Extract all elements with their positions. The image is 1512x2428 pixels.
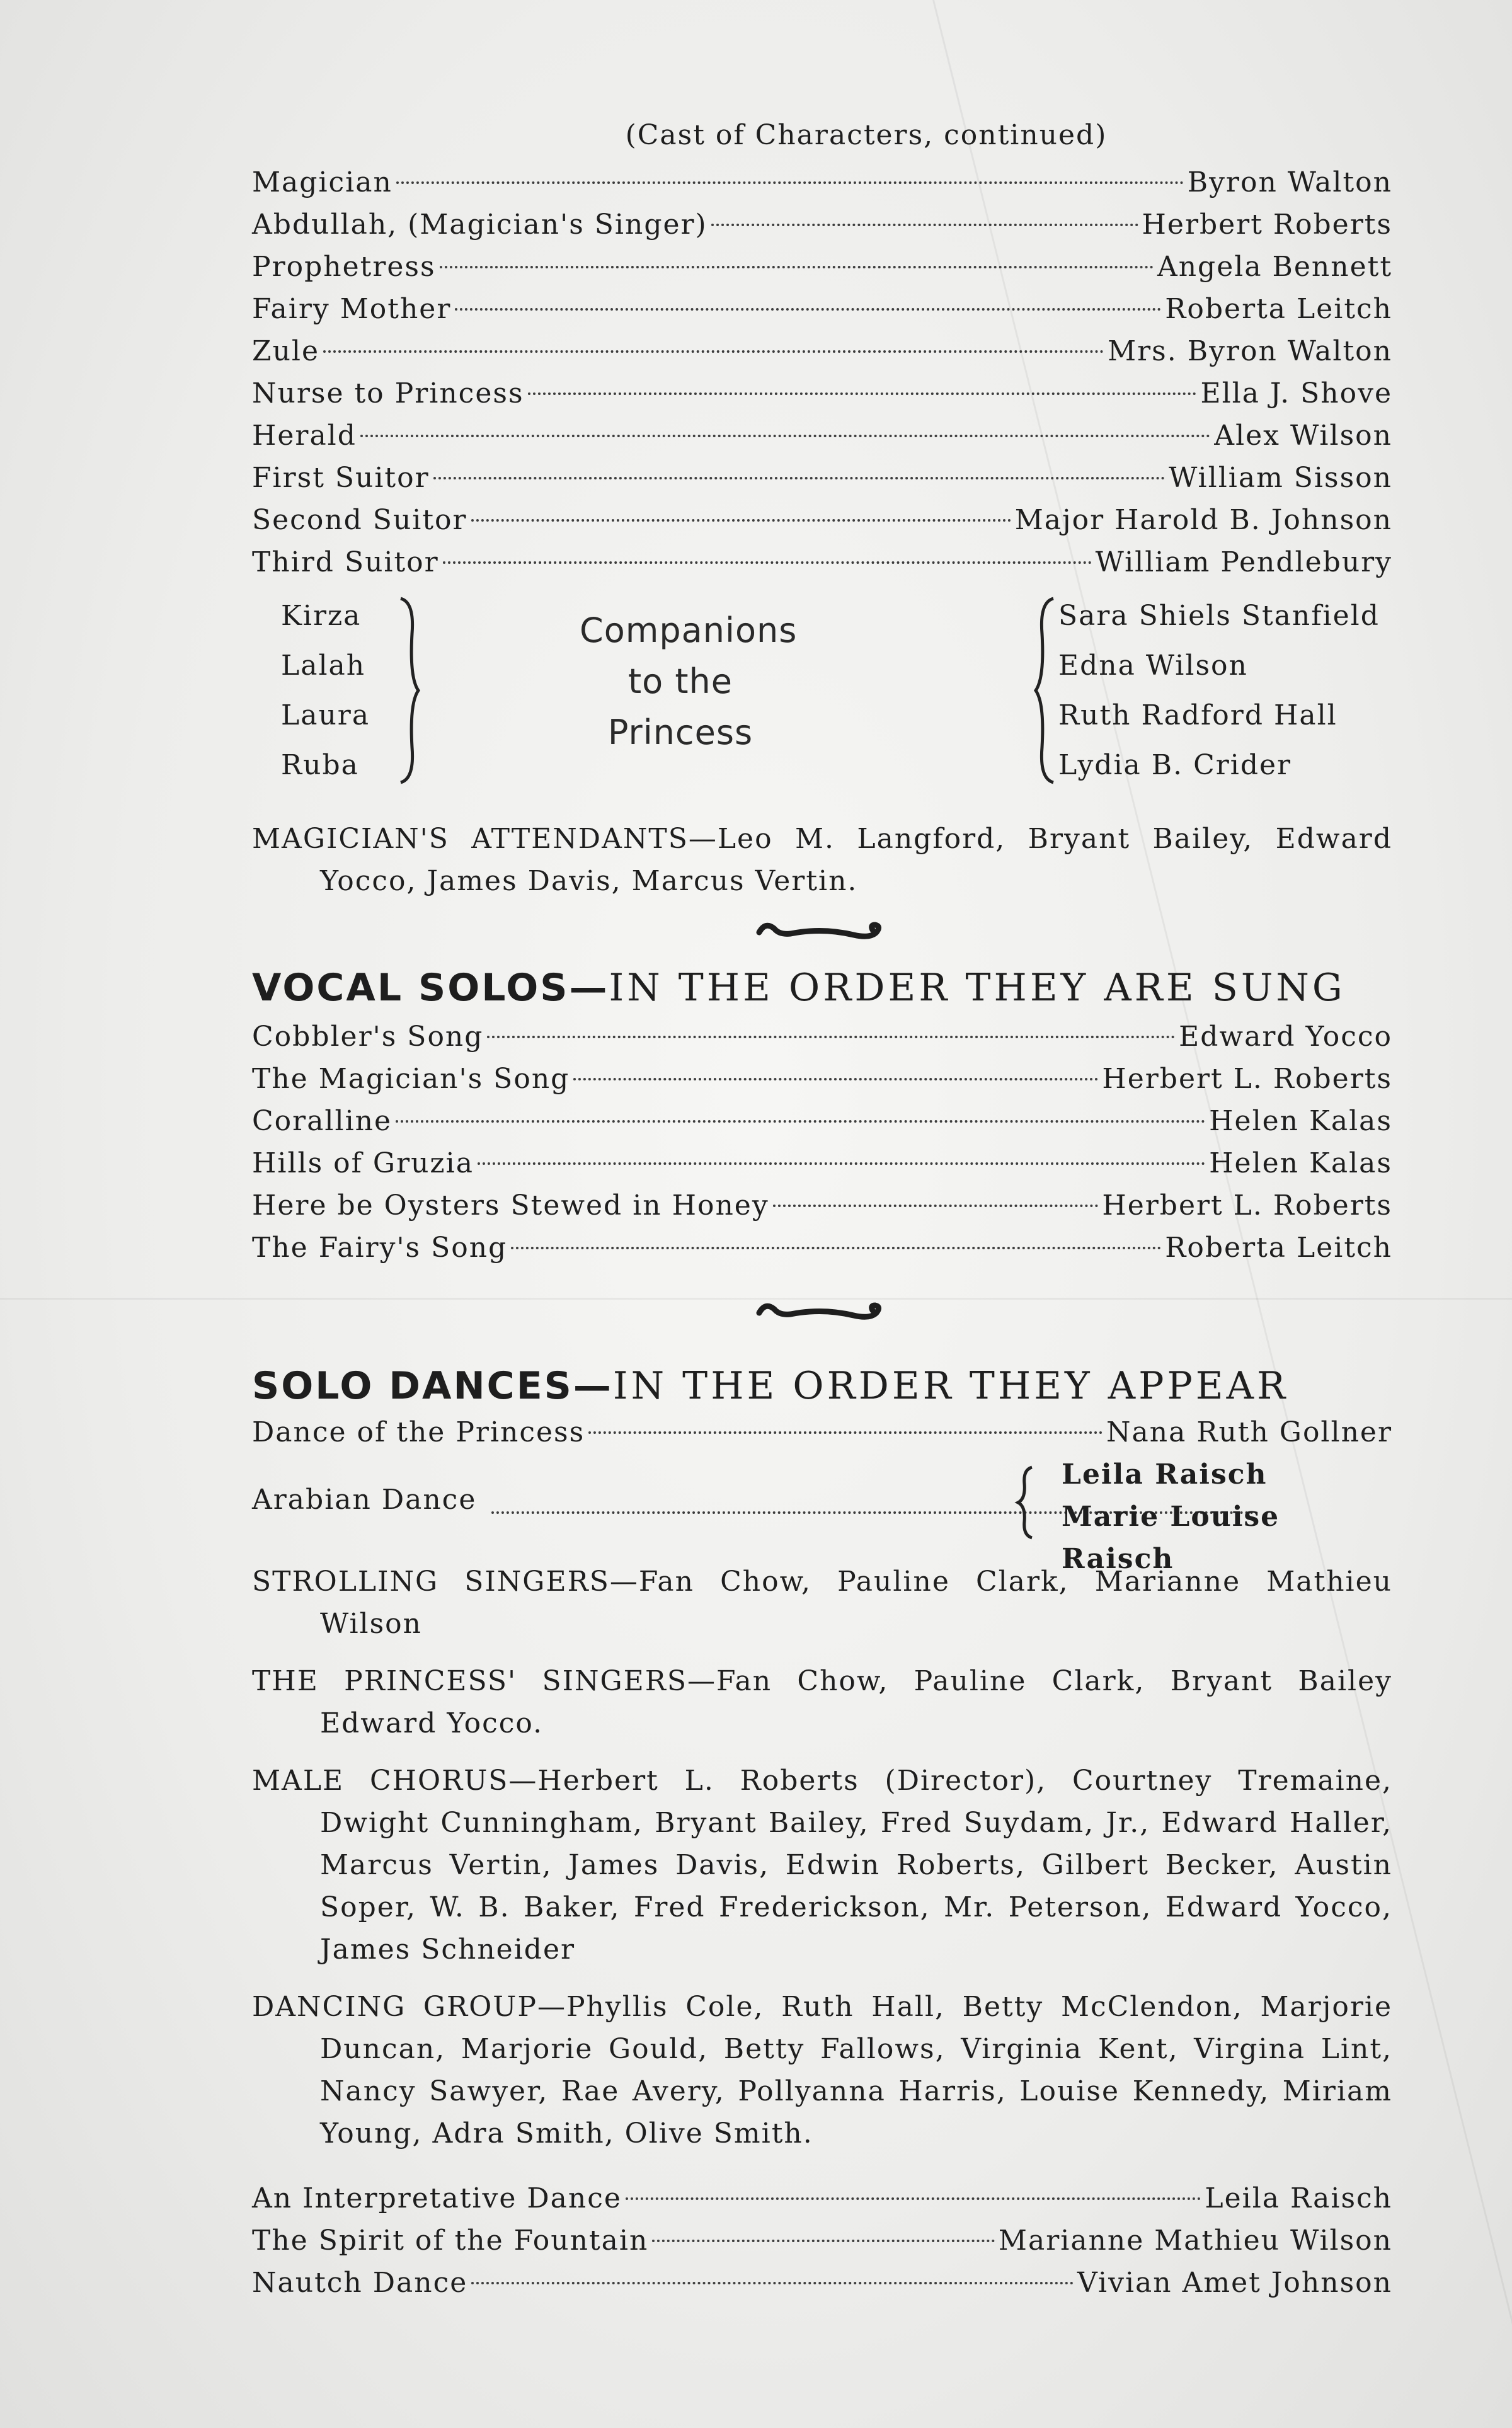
scroll-ornament-icon [252,913,1392,958]
role: Zule [252,335,320,367]
singer: Helen Kalas [1209,1105,1392,1137]
cast-row [252,330,1392,372]
dot-leader [360,435,1210,437]
actor: Byron Walton [1187,166,1392,198]
dot-leader [626,2197,1201,2200]
strolling-singers-paragraph: STROLLING SINGERS—Fan Chow, Pauline Clark, Marianne Mathieu Wilson [252,1566,1392,1640]
dancer: Marianne Mathieu Wilson [998,2225,1392,2257]
princess-singers-paragraph: THE PRINCESS' SINGERS—Fan Chow, Pauline Clark, Bryant Bailey Edward Yocco. [252,1665,1392,1739]
role: Herald [252,420,357,452]
left-brace-icon [1013,1465,1038,1540]
dance: Arabian Dance [252,1484,477,1516]
scroll-ornament-icon [252,1294,1392,1338]
cast-row [252,457,1392,499]
cast-row [252,161,1392,203]
role: Abdullah, (Magician's Singer) [252,209,707,241]
dance: An Interpretative Dance [252,2182,622,2214]
vocal-row [252,1100,1392,1142]
companion-names [281,591,370,790]
right-brace-icon [397,596,422,785]
dancing-group-paragraph: DANCING GROUP—Phyllis Cole, Ruth Hall, Betty McClendon, Marjorie Duncan, Marjorie Gould, Betty Fallows, Virginia Kent, Virgina Lint, Nancy Sawyer, Rae Avery, Pollyanna Harris, Louise Kennedy, Miriam Young, Adra Smith, Olive Smith. [252,1991,1392,2150]
dancer: Leila Raisch [1062,1458,1268,1491]
arabian-dance-row [252,1453,1392,1575]
singer: Roberta Leitch [1165,1232,1392,1264]
cast-list [252,161,1392,583]
dot-leader [528,392,1197,395]
vocal-solos-title [252,963,1392,1013]
dot-leader [487,1036,1175,1038]
dot-leader [455,308,1161,311]
cast-row [252,541,1392,583]
companion-actor: Edna Wilson [1058,650,1248,682]
companions-label [580,605,798,758]
dot-leader [396,1120,1205,1123]
actor: William Sisson [1169,462,1392,494]
cast-row [252,203,1392,246]
dance: The Spirit of the Fountain [252,2225,649,2257]
solo-dances-title [252,1361,1392,1411]
companion-name: Laura [281,699,370,731]
program-content [252,113,1392,2304]
actor: Herbert Roberts [1142,209,1392,241]
dancer: Vivian Amet Johnson [1077,2267,1392,2299]
cast-row [252,372,1392,415]
companion-name: Ruba [281,749,359,781]
role: Nurse to Princess [252,377,524,409]
vocal-row [252,1142,1392,1184]
dot-leader [471,519,1011,522]
arabian-dancers [1062,1453,1392,1580]
dot-leader [711,224,1138,226]
vocal-solos-list [252,1016,1392,1269]
actor: William Pendlebury [1095,546,1392,578]
companion-actor: Sara Shiels Stanfield [1058,600,1380,632]
dot-leader [773,1205,1099,1207]
male-chorus-paragraph: MALE CHORUS—Herbert L. Roberts (Director), Courtney Tremaine, Dwight Cunningham, Bryant Bailey, Fred Suydam, Jr., Edward Haller, Marcus Vertin, James Davis, Edwin Roberts, Gilbert Becker, Austin Soper, W. B. Baker, Fred Frederickson, Mr. Peterson, Edward Yocco, James Schneider [252,1765,1392,1966]
dot-leader [652,2240,995,2242]
singer: Herbert L. Roberts [1102,1189,1392,1222]
actor: Angela Bennett [1157,251,1392,283]
label-line: Princess [607,713,753,752]
title-bold: SOLO DANCES— [252,1364,613,1408]
dance: Nautch Dance [252,2267,468,2299]
dance-row [252,2262,1392,2304]
cast-row [252,499,1392,541]
dot-leader [573,1078,1098,1080]
cast-row [252,246,1392,288]
actor: Alex Wilson [1214,420,1392,452]
label-line: to the [628,661,733,701]
actor: Ella J. Shove [1200,377,1392,409]
singer: Helen Kalas [1209,1147,1392,1179]
actor: Mrs. Byron Walton [1108,335,1392,367]
dot-leader [511,1247,1161,1249]
song: Coralline [252,1105,392,1137]
dance-row [252,2177,1392,2219]
vocal-row [252,1058,1392,1100]
companion-name: Lalah [281,650,366,682]
cast-row [252,288,1392,330]
dance-row [252,2219,1392,2262]
cast-row [252,415,1392,457]
companion-actors [1058,591,1380,790]
companion-name: Kirza [281,600,362,632]
dot-leader [588,1431,1102,1434]
continued-heading: (Cast of Characters, continued) [625,119,1108,151]
song: Hills of Gruzia [252,1147,474,1179]
role: Fairy Mother [252,293,452,325]
actor: Major Harold B. Johnson [1014,504,1392,536]
title-rest: IN THE ORDER THEY ARE SUNG [609,966,1346,1010]
role: Prophetress [252,251,436,283]
label-line: Companions [580,610,798,650]
left-brace-icon [1032,596,1057,785]
dot-leader [433,477,1165,479]
singer: Edward Yocco [1179,1021,1392,1053]
dancer: Nana Ruth Gollner [1106,1416,1392,1448]
song: Here be Oysters Stewed in Honey [252,1189,769,1222]
dot-leader [478,1162,1205,1165]
dance-row [252,1411,1392,1453]
role: Third Suitor [252,546,439,578]
song: The Magician's Song [252,1063,570,1095]
vocal-row [252,1227,1392,1269]
dot-leader [440,266,1154,268]
dot-leader [443,561,1092,564]
companion-actor: Ruth Radford Hall [1058,699,1337,731]
song: Cobbler's Song [252,1021,484,1053]
dot-leader [396,181,1184,184]
song: The Fairy's Song [252,1232,508,1264]
dance: Dance of the Princess [252,1416,585,1448]
actor: Roberta Leitch [1165,293,1392,325]
dancer: Leila Raisch [1205,2182,1392,2214]
dot-leader [323,350,1104,353]
role: Magician [252,166,392,198]
attendants-paragraph: MAGICIAN'S ATTENDANTS—Leo M. Langford, Bryant Bailey, Edward Yocco, James Davis, Marcus Vertin. [252,823,1392,897]
role: First Suitor [252,462,430,494]
final-dances-list [252,2177,1392,2304]
singer: Herbert L. Roberts [1102,1063,1392,1095]
companions-group [252,591,1392,799]
title-rest: IN THE ORDER THEY APPEAR [612,1364,1289,1408]
vocal-row [252,1016,1392,1058]
companion-actor: Lydia B. Crider [1058,749,1292,781]
role: Second Suitor [252,504,467,536]
dot-leader [471,2282,1074,2284]
vocal-row [252,1184,1392,1227]
dancer: Marie Louise Raisch [1062,1501,1280,1575]
title-bold: VOCAL SOLOS— [252,966,609,1010]
